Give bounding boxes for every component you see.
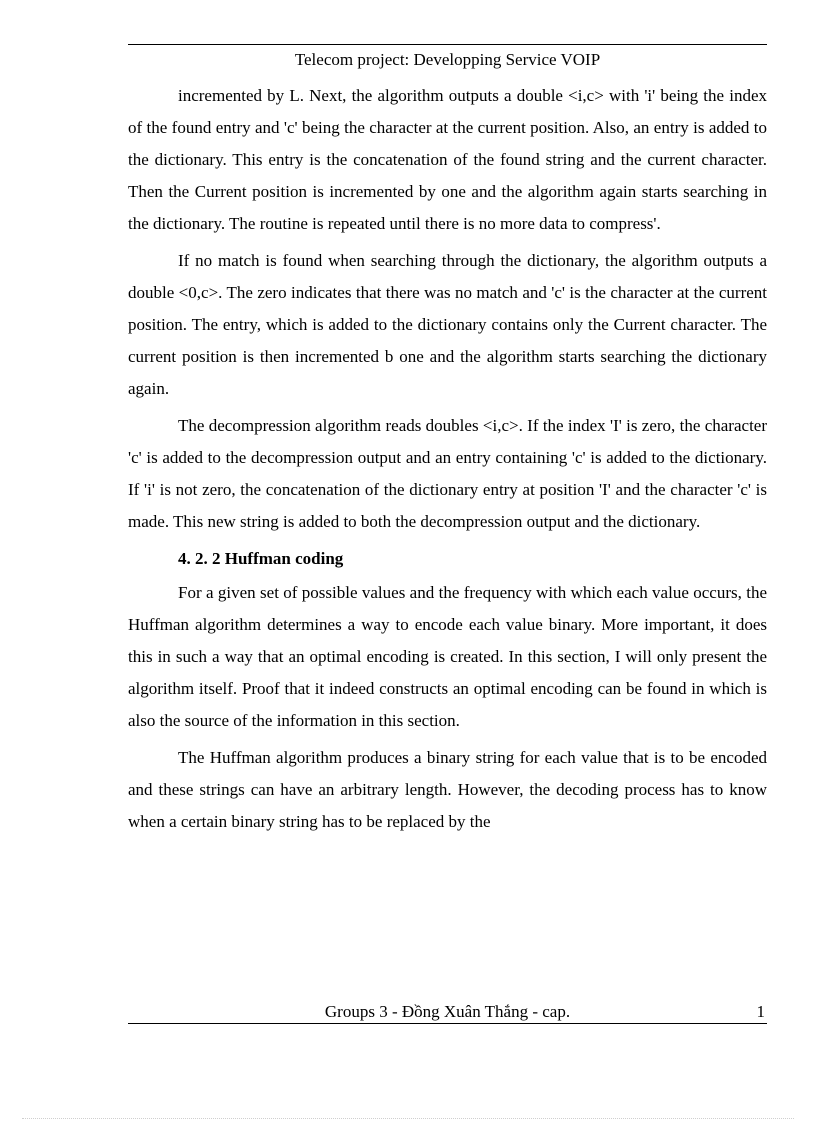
page-edge-divider bbox=[22, 1118, 794, 1119]
page-body bbox=[128, 80, 767, 843]
footer-text: Groups 3 - Đồng Xuân Thắng - cap. bbox=[324, 1002, 571, 1021]
paragraph-4: For a given set of possible values and the frequency with which each value occurs, the Huffman algorithm determines a way to encode each value binary. More important, it does this in such a way that an optimal encoding is created. In this section, I will only present the algorithm itself. Proof that it indeed constructs an optimal encoding can be found in which is also the source of the information in this section. bbox=[128, 583, 767, 730]
header-rule bbox=[128, 44, 767, 45]
running-header: Telecom project: Developping Service VOIP bbox=[294, 50, 601, 69]
paragraph-1: incremented by L. Next, the algorithm outputs a double <i,c> with 'i' being the index of the found entry and 'c' being the character at the current position. Also, an entry is added to the dictionary. This entry is the concatenation of the found string and the current character. Then the Current position is incremented by one and the algorithm again starts searching in the dictionary. The routine is repeated until there is no more data to compress'. bbox=[128, 86, 767, 233]
page-footer bbox=[128, 1001, 767, 1024]
paragraph-3: The decompression algorithm reads doubles <i,c>. If the index 'I' is zero, the character 'c' is added to the decompression output and an entry containing 'c' is added to the dictionary. If 'i' is not zero, the concatenation of the dictionary entry at position 'I' and the character 'c' is made. This new string is added to both the decompression output and the dictionary. bbox=[128, 416, 767, 531]
page-number: 1 bbox=[756, 1002, 765, 1021]
paragraph-2: If no match is found when searching through the dictionary, the algorithm outputs a double <0,c>. The zero indicates that there was no match and 'c' is the character at the current position. The entry, which is added to the dictionary contains only the Current character. The current position is then incremented b one and the algorithm starts searching the dictionary again. bbox=[128, 251, 767, 398]
section-heading: 4. 2. 2 Huffman coding bbox=[178, 549, 344, 568]
paragraph-5: The Huffman algorithm produces a binary string for each value that is to be encoded and these strings can have an arbitrary length. However, the decoding process has to know when a certain binary string has to be replaced by the bbox=[128, 748, 767, 831]
